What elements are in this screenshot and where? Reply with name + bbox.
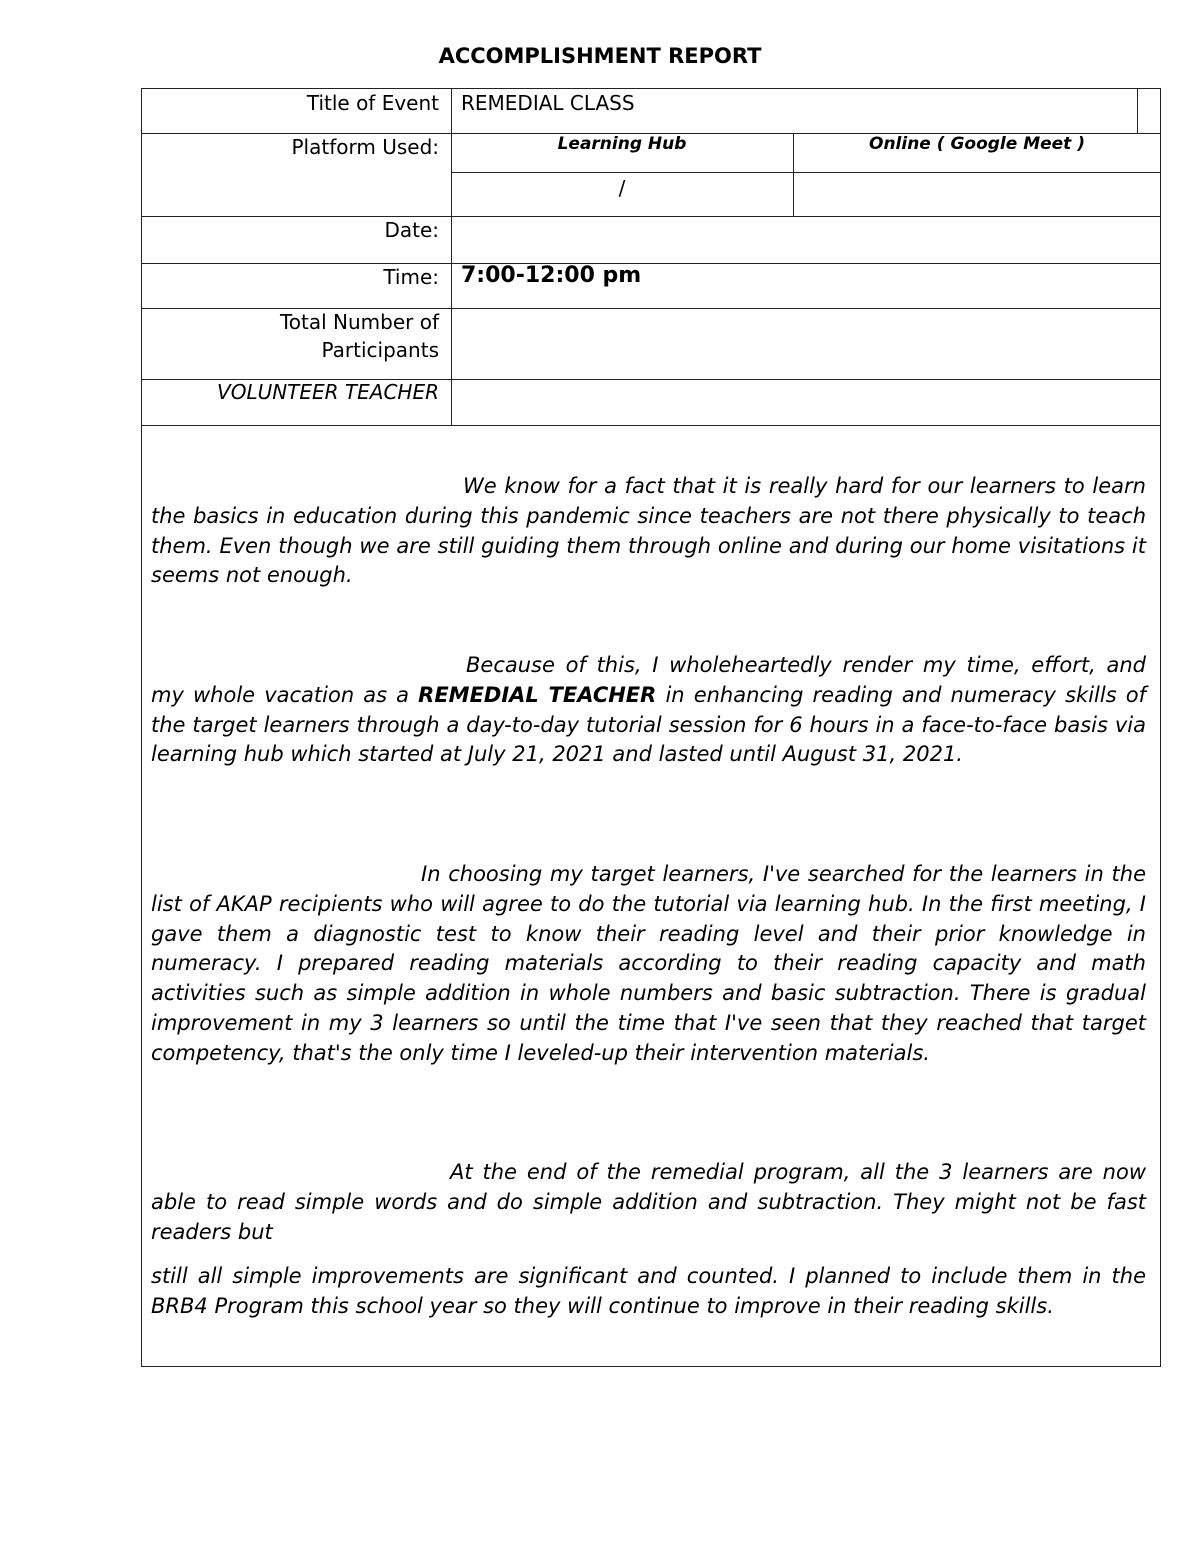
paragraph-3 [151,860,1146,1069]
column-divider [1137,88,1138,133]
title-of-event-label: Title of Event [306,91,439,115]
paragraph-1 [151,472,1146,591]
paragraph-4-text: At the end of the remedial program, all the 3 learners are now able to read simple words and do simple addition and subtraction. They might not be fast readers but [151,1160,1146,1244]
participants-label-line2: Participants [321,338,439,362]
time-value: 7:00-12:00 pm [461,263,642,288]
platform-option-online: Online ( Google Meet ) [869,134,1085,154]
participants-label-line1: Total Number of [279,310,439,334]
paragraph-2-text-a: Because of this, I wholeheartedly render my time, effort, and my whole vacation as a [151,653,1146,707]
volunteer-teacher-label: VOLUNTEER TEACHER [217,380,439,404]
paragraph-5 [151,1262,1146,1322]
paragraph-5-text: still all simple improvements are significant and counted. I planned to include them in the BRB4 Program this school year so they will continue to improve in their reading skills. [151,1264,1146,1318]
platform-used-label: Platform Used: [291,135,439,159]
date-label: Date: [384,218,439,242]
time-label: Time: [383,265,439,289]
row-divider [141,425,1161,426]
remedial-teacher-emphasis: REMEDIAL TEACHER [418,682,657,707]
paragraph-2-text-b: in enhancing reading and numeracy skills of the target learners through a day-to-day tutorial session for 6 hours in a face-to-face basis via learning hub which started at July 21, 2021 and lasted until August 31, 2021. [151,682,1146,767]
title-of-event-value: REMEDIAL CLASS [461,91,635,115]
paragraph-3-text: In choosing my target learners, I've searched for the learners in the list of AKAP recipients who will agree to do the tutorial via learning hub. In the first meeting, I gave them a diagnostic test to know their reading level and their prior knowledge in numeracy. I prepared reading materials according to their reading capacity and math activities such as simple addition in whole numbers and basic subtraction. There is gradual improvement in my 3 learners so until the time that I've seen that they reached that target competency, that's the only time I leveled-up their intervention materials. [151,862,1146,1065]
paragraph-4 [151,1158,1146,1247]
row-divider [451,172,1161,173]
paragraph-2 [151,651,1146,770]
learning-hub-check-mark: / [618,176,626,200]
document-title: ACCOMPLISHMENT REPORT [438,44,762,68]
paragraph-1-text: We know for a fact that it is really hard for our learners to learn the basics in education during this pandemic since teachers are not there physically to teach them. Even though we are still guiding them through online and during our home visitations it seems not enough. [151,474,1146,588]
platform-option-learning-hub: Learning Hub [557,134,687,154]
